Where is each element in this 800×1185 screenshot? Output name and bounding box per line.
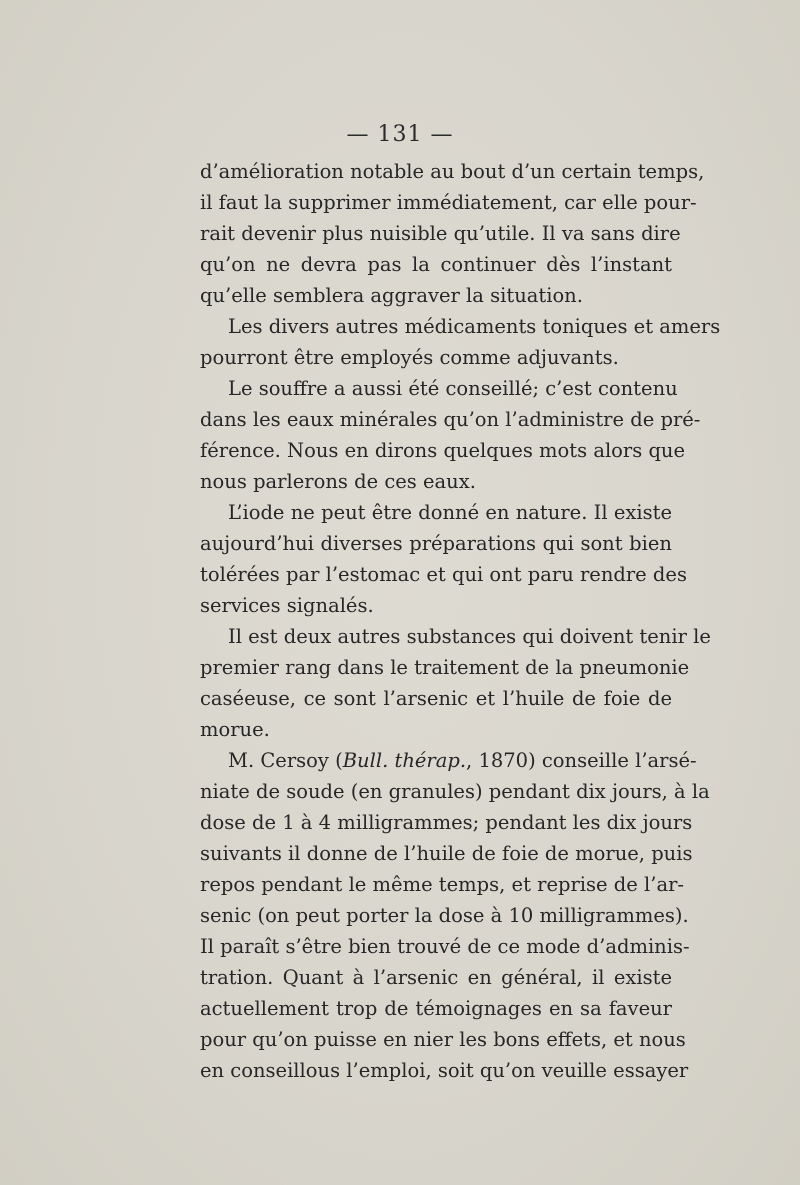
text-line: L’iode ne peut être donné en nature. Il existe — [228, 501, 672, 524]
text-line: dose de 1 à 4 milligrammes; pendant les dix jours — [200, 811, 693, 834]
text-line: dans les eaux minérales qu’on l’administre de pré- — [200, 408, 701, 431]
text-line: M. Cersoy (Bull. thérap., 1870) conseille l’arsé- — [228, 749, 697, 772]
text-line: pour qu’on puisse en nier les bons effets, et nous — [200, 1028, 686, 1051]
text-line: pourront être employés comme adjuvants. — [200, 346, 619, 369]
text-line: d’amélioration notable au bout d’un certain temps, — [200, 160, 705, 183]
text-line: qu’elle semblera aggraver la situation. — [200, 284, 583, 307]
page-number: — 131 — — [346, 122, 454, 147]
text-line: suivants il donne de l’huile de foie de morue, puis — [200, 842, 693, 865]
text-line: Il paraît s’être bien trouvé de ce mode d’adminis- — [200, 935, 690, 958]
text-line: Il est deux autres substances qui doivent tenir le — [228, 625, 711, 648]
text-line: aujourd’hui diverses préparations qui sont bien — [200, 532, 672, 555]
text-line: senic (on peut porter la dose à 10 milligrammes). — [200, 904, 689, 927]
text-line: férence. Nous en dirons quelques mots alors que — [200, 439, 686, 462]
text-line: tration. Quant à l’arsenic en général, il existe — [200, 966, 672, 989]
text-line: Les divers autres médicaments toniques et amers — [228, 315, 721, 338]
text-line: services signalés. — [200, 594, 374, 617]
text-line: qu’on ne devra pas la continuer dès l’instant — [200, 253, 672, 276]
text-line: premier rang dans le traitement de la pneumonie — [200, 656, 690, 679]
text-line: tolérées par l’estomac et qui ont paru rendre des — [200, 563, 687, 586]
body-text — [200, 156, 721, 1086]
text-line: repos pendant le même temps, et reprise de l’ar- — [200, 873, 684, 896]
text-line: caséeuse, ce sont l’arsenic et l’huile de foie de — [200, 687, 672, 710]
text-line: niate de soude (en granules) pendant dix jours, à la — [200, 780, 710, 803]
text-line: en conseillous l’emploi, soit qu’on veuille essayer — [200, 1059, 689, 1082]
text-line: morue. — [200, 718, 270, 741]
text-line: Le souffre a aussi été conseillé; c’est contenu — [228, 377, 678, 400]
text-line: nous parlerons de ces eaux. — [200, 470, 476, 493]
text-line: rait devenir plus nuisible qu’utile. Il va sans dire — [200, 222, 681, 245]
text-line: actuellement trop de témoignages en sa faveur — [200, 997, 672, 1020]
text-line: il faut la supprimer immédiatement, car elle pour- — [200, 191, 697, 214]
